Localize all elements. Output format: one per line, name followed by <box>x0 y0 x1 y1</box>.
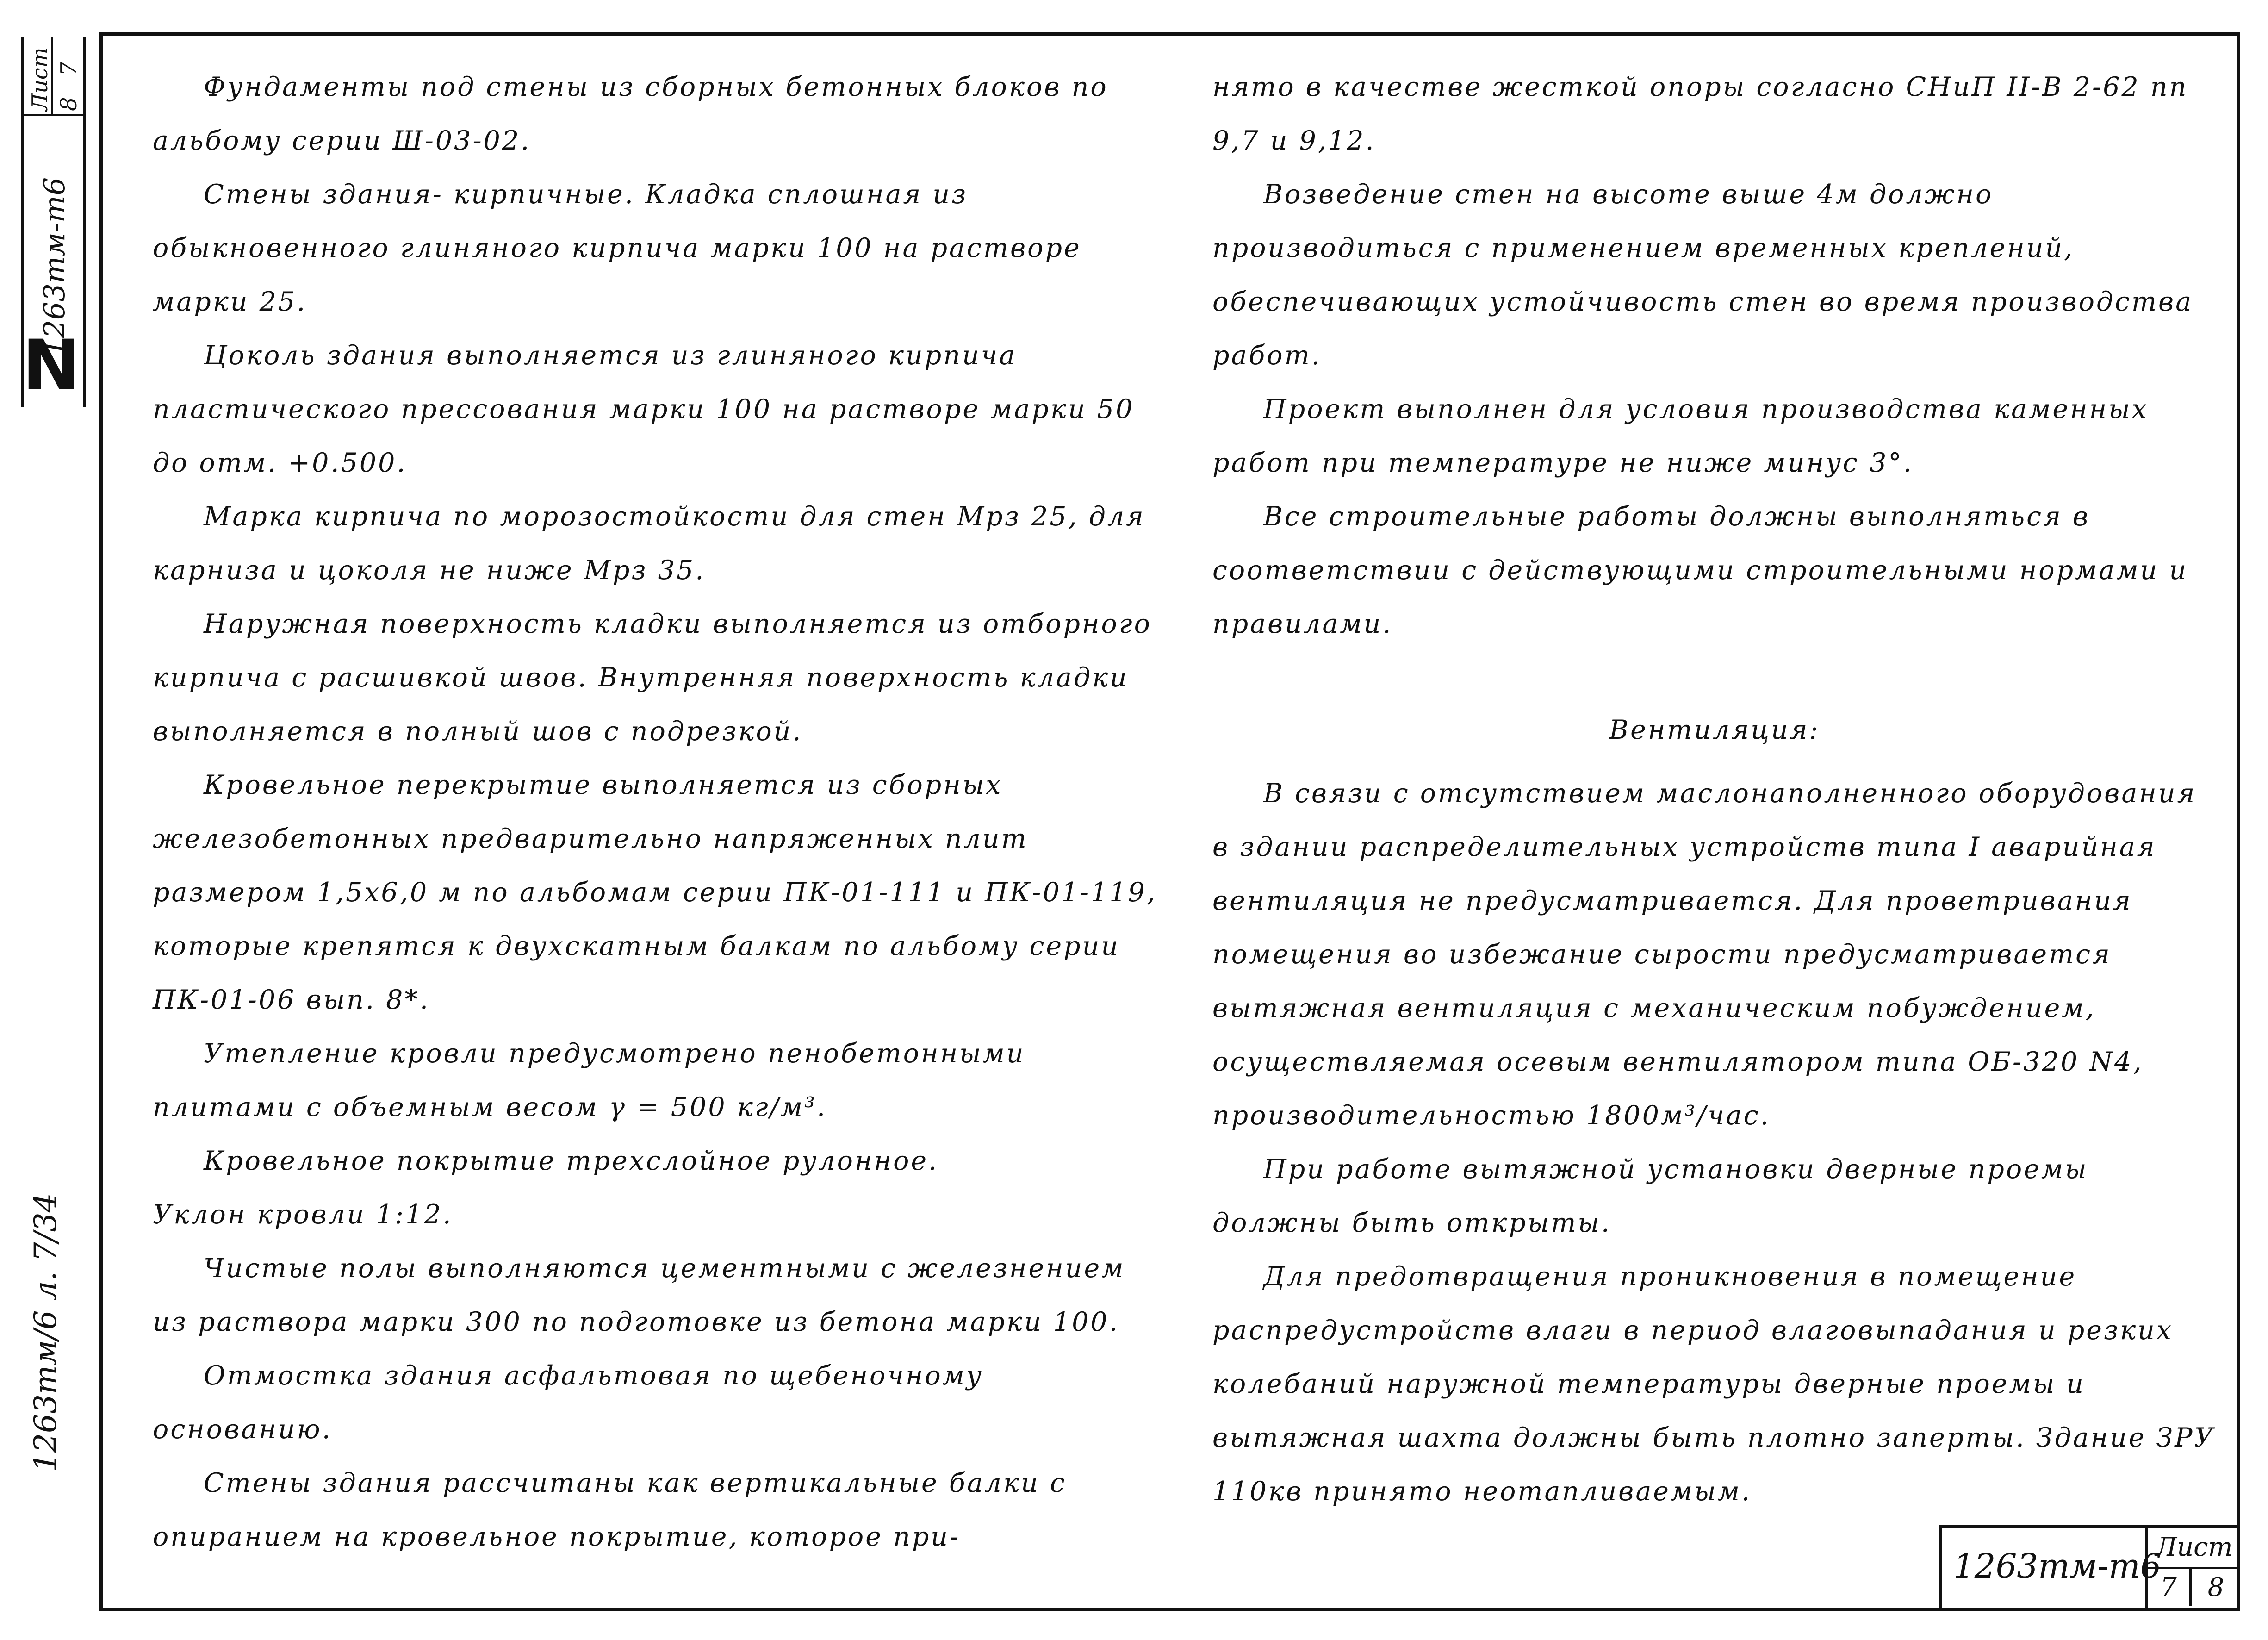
paragraph: В связи с отсутствием маслонаполненного оборудования в здании распределительных устройств типа I аварийная вентиляция не предусматривается. Для проветривания помещения во избежание сырости предусматривается вытяжная вентиляция с механическим побуждением, осуществляемая осевым вентилятором типа ОБ-320 N4, производительностью 1800м³/час. <box>1212 778 2197 1131</box>
margin-side-note: 1263тм/6 л. 7/34 <box>28 1193 63 1472</box>
sheet-label: Лист <box>2148 1525 2240 1569</box>
paragraph: Возведение стен на высоте выше 4м должно производиться с применением временных креплений, обеспечивающих устойчивость стен во время производства работ. <box>1212 179 2193 371</box>
title-block-code: 1263тм-т6 <box>1953 1546 2162 1585</box>
paragraph: Все строительные работы должны выполняться в соответствии с действующими строительными нормами и правилами. <box>1212 501 2188 639</box>
right-text-column <box>1212 60 2217 1518</box>
paragraph: Для предотвращения проникновения в помещение распредустройств влаги в период влаговыпадания и резких колебаний наружной температуры дверные проемы и вытяжная шахта должны быть плотно заперты. Здание ЗРУ 110кв принято неотапливаемым. <box>1212 1261 2215 1507</box>
paragraph: Утепление кровли предусмотрено пенобетонными плитами с объемным весом γ = 500 кг/м³. <box>153 1038 1025 1122</box>
title-block <box>1939 1525 2237 1609</box>
left-text-column <box>153 60 1159 1564</box>
margin-sheet-label: Лист <box>27 47 52 111</box>
paragraph: Чистые полы выполняются цементными с железнением из раствора марки 300 по подготовке из бетона марки 100. <box>153 1253 1125 1337</box>
paragraph: Цоколь здания выполняется из глиняного кирпича пластического прессования марки 100 на растворе марки 50 до отм. +0.500. <box>153 340 1135 478</box>
paragraph: Уклон кровли 1:12. <box>153 1199 453 1230</box>
sheet-number-b: 8 <box>2207 1572 2225 1603</box>
paragraph: Проект выполнен для условия производства каменных работ при температуре не ниже минус 3°. <box>1212 394 2149 478</box>
paragraph: Кровельное перекрытие выполняется из сборных железобетонных предварительно напряженных плит размером 1,5х6,0 м по альбомам серии ПК-01-111 и ПК-01-119, которые крепятся к двухскатным балкам по альбому серии ПК-01-06 вып. 8*. <box>153 770 1157 1015</box>
paragraph: Марка кирпича по морозостойкости для стен Мрз 25, для карниза и цоколя не ниже Мрз 35. <box>153 501 1145 586</box>
paragraph: Стены здания рассчитаны как вертикальные балки с опиранием на кровельное покрытие, которое при- <box>153 1468 1067 1552</box>
margin-sheet-number: 7 <box>56 62 82 76</box>
sheet-box <box>2145 1525 2240 1609</box>
paragraph: При работе вытяжной установки дверные проемы должны быть открыты. <box>1212 1154 2088 1238</box>
paragraph: нято в качестве жесткой опоры согласно СНиП II-В 2-62 пп 9,7 и 9,12. <box>1212 72 2188 156</box>
margin-doc-code: 1263тм-т6 <box>37 177 71 356</box>
paragraph: Стены здания- кирпичные. Кладка сплошная из обыкновенного глиняного кирпича марки 100 на растворе марки 25. <box>153 179 1081 317</box>
paragraph: Кровельное покрытие трехслойное рулонное. <box>204 1146 939 1176</box>
sheet-number-a: 7 <box>2148 1569 2192 1606</box>
paragraph: Отмостка здания асфальтовая по щебеночному основанию. <box>153 1360 983 1445</box>
paragraph: Фундаменты под стены из сборных бетонных блоков по альбому серии Ш-03-02. <box>153 72 1108 156</box>
margin-n-mark: N <box>22 325 81 406</box>
paragraph: Наружная поверхность кладки выполняется из отборного кирпича с расшивкой швов. Внутренняя поверхность кладки выполняется в полный шов с подрезкой. <box>153 609 1152 747</box>
margin-sheet-number-2: 8 <box>56 97 82 111</box>
ventilation-heading: Вентиляция: <box>1609 715 1820 745</box>
